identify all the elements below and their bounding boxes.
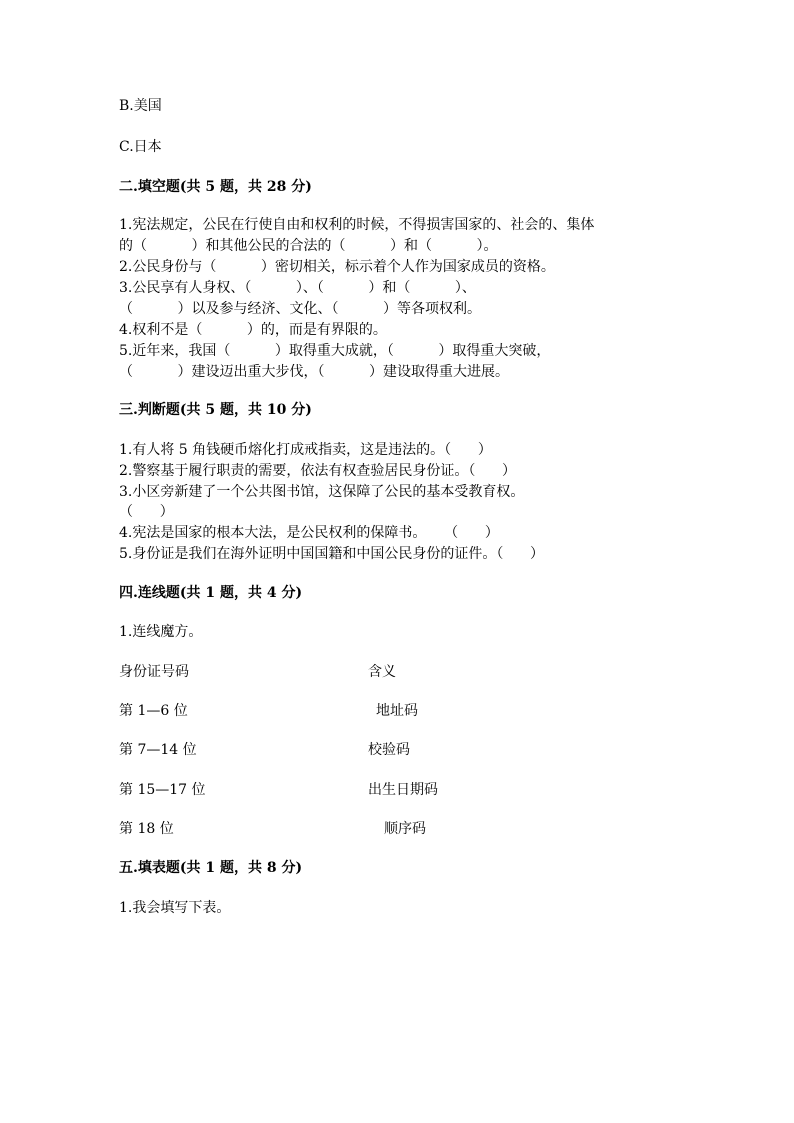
matching-left-item: 身份证号码: [119, 664, 189, 680]
matching-question: 1.连线魔方。: [119, 624, 203, 640]
fill-blank-line: 5.近年来，我国（ ）取得重大成就，（ ）取得重大突破，: [119, 343, 551, 359]
section-5-heading: 五.填表题(共 1 题，共 8 分): [119, 860, 303, 876]
matching-left-item: 第 18 位: [119, 821, 174, 837]
fill-blank-line: 4.权利不是（ ）的，而是有界限的。: [119, 322, 387, 338]
matching-left-item: 第 15—17 位: [119, 782, 206, 798]
true-false-line: 1.有人将 5 角钱硬币熔化打成戒指卖，这是违法的。（ ）: [119, 442, 492, 458]
section-4-heading: 四.连线题(共 1 题，共 4 分): [119, 585, 303, 601]
fill-table-question: 1.我会填写下表。: [119, 900, 231, 916]
fill-blank-line: 的（ ）和其他公民的合法的（ ）和（ ）。: [119, 238, 498, 254]
option-c: C.日本: [119, 139, 162, 155]
matching-right-item: 含义: [368, 664, 396, 680]
fill-blank-line: （ ）建设迈出重大步伐，（ ）建设取得重大进展。: [119, 364, 510, 380]
matching-right-item: 地址码: [376, 703, 418, 719]
fill-blank-line: 1.宪法规定，公民在行使自由和权利的时候，不得损害国家的、社会的、集体: [119, 217, 595, 233]
true-false-line: （ ）: [119, 504, 174, 520]
matching-right-item: 顺序码: [384, 821, 426, 837]
matching-left-item: 第 1—6 位: [119, 703, 188, 719]
option-b: B.美国: [119, 98, 162, 114]
fill-blank-line: （ ）以及参与经济、文化、（ ）等各项权利。: [119, 301, 482, 317]
matching-right-item: 校验码: [368, 742, 410, 758]
fill-blank-line: 3.公民享有人身权、（ ）、（ ）和（ ）、: [119, 280, 476, 296]
true-false-line: 5.身份证是我们在海外证明中国国籍和中国公民身份的证件。（ ）: [119, 546, 545, 562]
section-2-heading: 二.填空题(共 5 题，共 28 分): [119, 179, 312, 195]
true-false-line: 2.警察基于履行职责的需要，依法有权查验居民身份证。（ ）: [119, 463, 517, 479]
true-false-line: 3.小区旁新建了一个公共图书馆，这保障了公民的基本受教育权。: [119, 484, 525, 500]
true-false-line: 4.宪法是国家的根本大法，是公民权利的保障书。 （ ）: [119, 525, 499, 541]
matching-right-item: 出生日期码: [368, 782, 438, 798]
fill-blank-line: 2.公民身份与（ ）密切相关，标示着个人作为国家成员的资格。: [119, 259, 555, 275]
matching-left-item: 第 7—14 位: [119, 742, 197, 758]
section-3-heading: 三.判断题(共 5 题，共 10 分): [119, 402, 312, 418]
